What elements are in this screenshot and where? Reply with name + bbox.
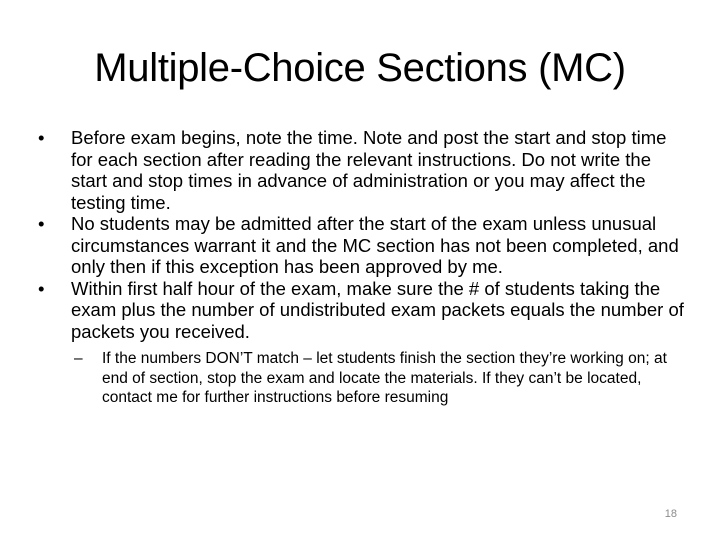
sub-bullet-text: If the numbers DON’T match – let students finish the section they’re working on; at end of section, stop the exam and locate the materials. If they can’t be located, contact me for further instructions before resuming bbox=[102, 350, 667, 406]
slide-body bbox=[28, 127, 688, 408]
bullet-marker: • bbox=[38, 127, 45, 148]
bullet-text: Within first half hour of the exam, make sure the # of students taking the exam plus the number of undistributed exam packets equals the number of packets you received. bbox=[71, 277, 684, 342]
bullet-marker: • bbox=[38, 213, 45, 234]
slide-title: Multiple-Choice Sections (MC) bbox=[94, 46, 626, 90]
bullet-text: No students may be admitted after the start of the exam unless unusual circumstances warrant it and the MC section has not been completed, and only then if this exception has been approved by me. bbox=[71, 213, 679, 277]
bullet-item bbox=[28, 278, 688, 343]
bullet-marker: • bbox=[38, 277, 45, 299]
bullet-item bbox=[28, 213, 688, 278]
bullet-text: Before exam begins, note the time. Note and post the start and stop time for each section after reading the relevant instructions. Do not write the start and stop times in advance of administration or you may affect the testing time. bbox=[71, 127, 667, 213]
bullet-item bbox=[28, 127, 688, 213]
sub-bullet-marker: – bbox=[74, 350, 83, 367]
sub-bullet-item bbox=[28, 349, 688, 408]
slide-number: 18 bbox=[664, 508, 677, 520]
